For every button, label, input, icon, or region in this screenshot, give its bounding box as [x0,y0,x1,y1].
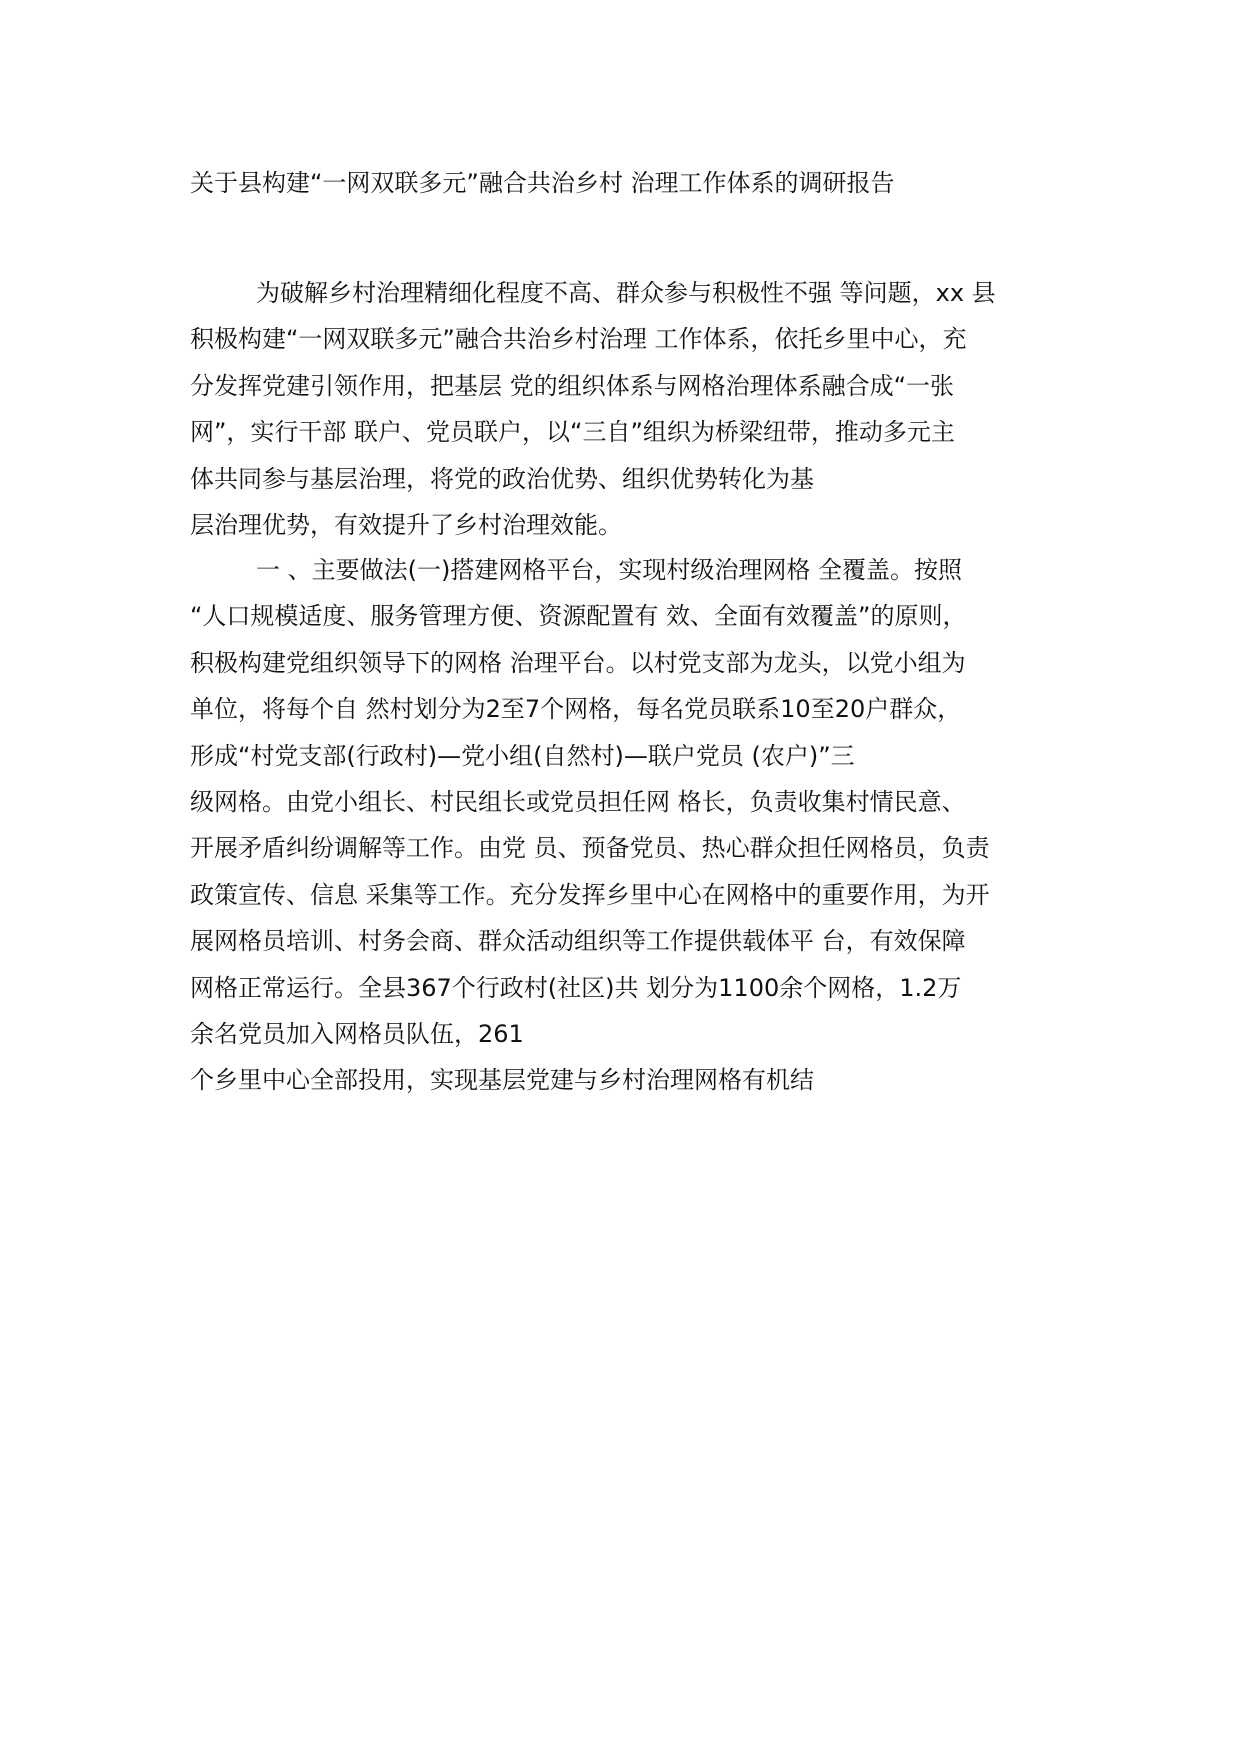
paragraph-line: 单位，将每个自 然村划分为2至7个网格，每名党员联系10至20户群众， [190,695,962,724]
paragraph-line: 一 、主要做法(一)搭建网格平台，实现村级治理网格 全覆盖。按照 [256,556,962,584]
paragraph-line: 网格正常运行。全县367个行政村(社区)共 划分为1100余个网格，1.2万 [190,973,962,1002]
paragraph-intro [190,270,1060,548]
paragraph-line: 体共同参与基层治理，将党的政治优势、组织优势转化为基 [190,464,814,493]
paragraph-main-practices [190,547,1060,1104]
paragraph-line: 开展矛盾纠纷调解等工作。由党 员、预备党员、热心群众担任网格员，负责 [190,834,990,863]
document-title: 关于县构建“一网双联多元”融合共治乡村 治理工作体系的调研报告 [190,169,895,197]
paragraph-line: “人口规模适度、服务管理方便、资源配置有 效、全面有效覆盖”的原则， [190,602,967,631]
paragraph-line: 级网格。由党小组长、村民组长或党员担任网 格长，负责收集村情民意、 [190,788,966,817]
paragraph-line: 政策宣传、信息 采集等工作。充分发挥乡里中心在网格中的重要作用，为开 [190,880,990,909]
paragraph-line: 层治理优势，有效提升了乡村治理效能。 [190,511,622,540]
paragraph-line: 余名党员加入网格员队伍，261 [190,1020,524,1049]
paragraph-line: 积极构建“一网双联多元”融合共治乡村治理 工作体系，依托乡里中心，充 [190,325,967,354]
paragraph-line: 个乡里中心全部投用，实现基层党建与乡村治理网格有机结 [190,1066,814,1095]
paragraph-line: 形成“村党支部(行政村)—党小组(自然村)—联户党员 (农户)”三 [190,741,855,770]
paragraph-line: 分发挥党建引领作用，把基层 党的组织体系与网格治理体系融合成“一张 [190,371,955,400]
paragraph-line: 展网格员培训、村务会商、群众活动组织等工作提供载体平 台，有效保障 [190,927,966,956]
paragraph-line: 为破解乡村治理精细化程度不高、群众参与积极性不强 等问题，xx 县 [256,279,996,307]
paragraph-line: 网”，实行干部 联户、党员联户，以“三自”组织为桥梁纽带，推动多元主 [190,418,955,447]
paragraph-line: 积极构建党组织领导下的网格 治理平台。以村党支部为龙头，以党小组为 [190,648,966,677]
